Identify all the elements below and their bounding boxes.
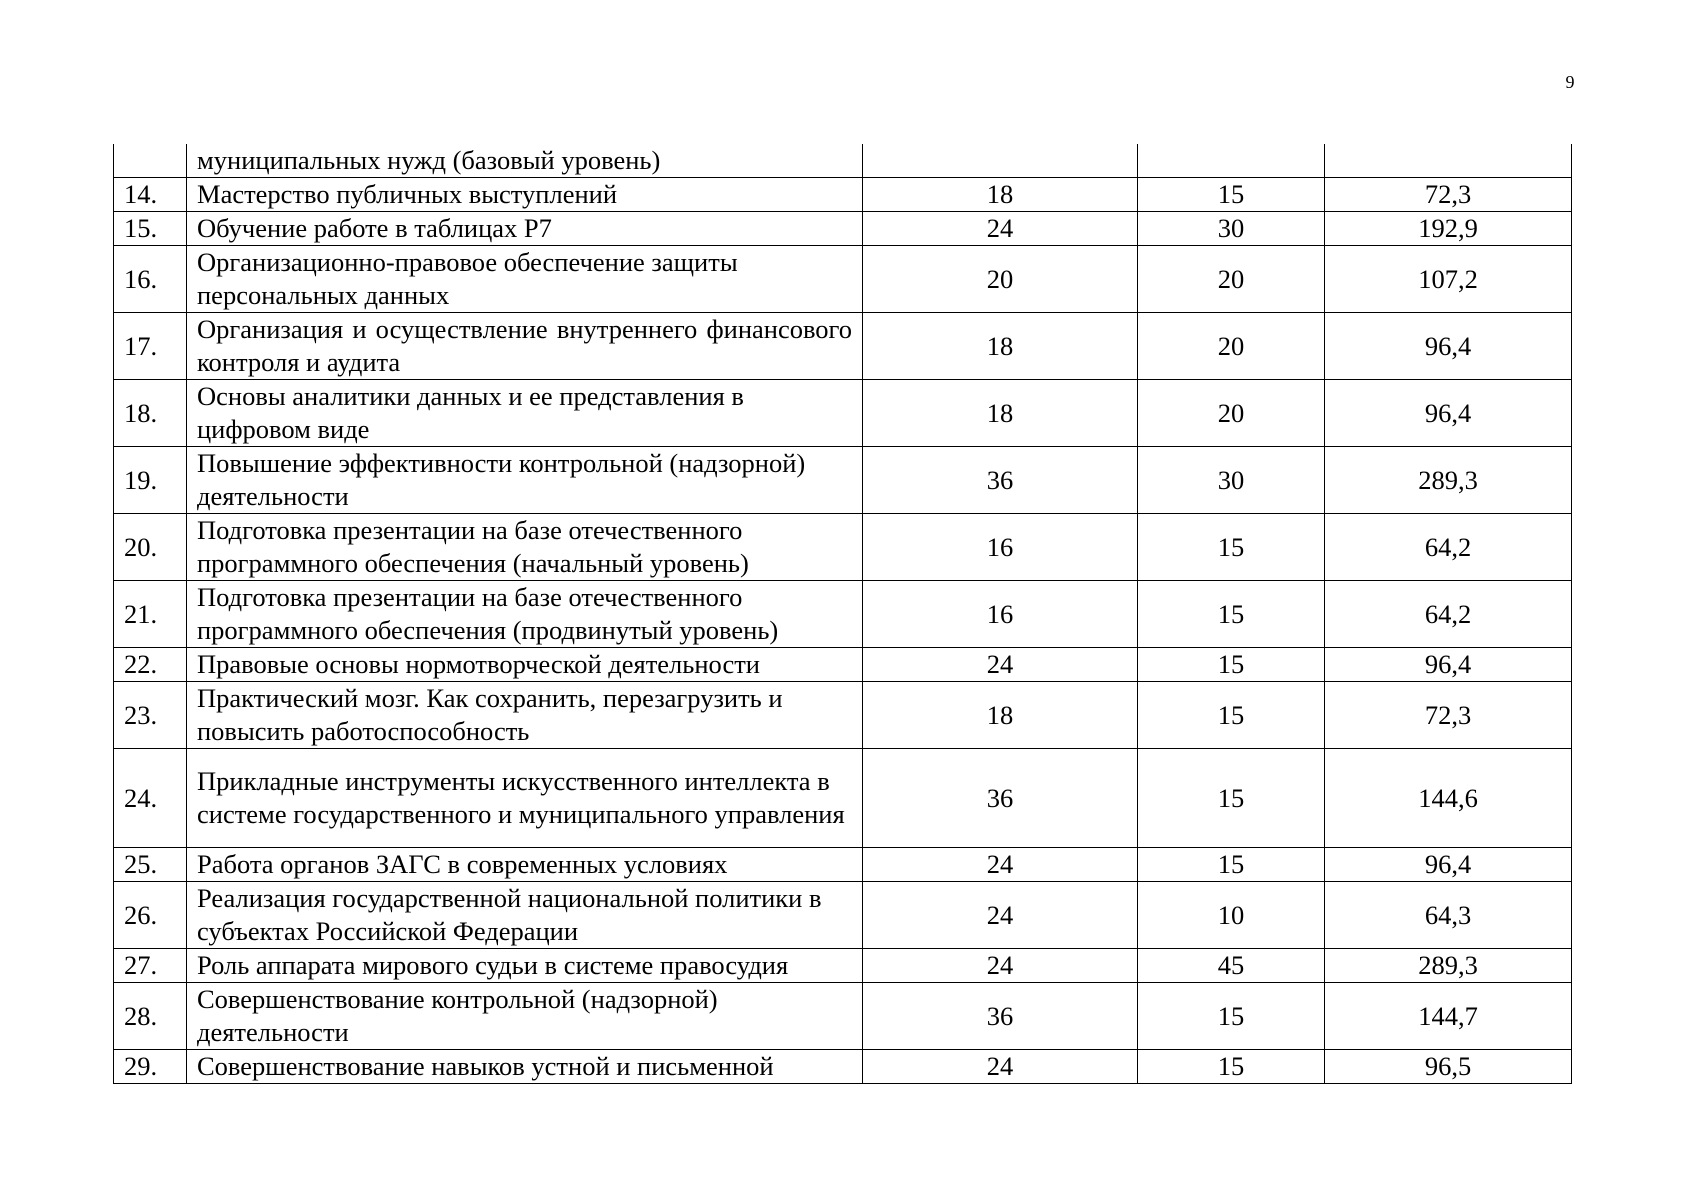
value-col-2: 20 [1138,380,1325,447]
value-col-3: 289,3 [1325,447,1572,514]
course-name: Основы аналитики данных и ее представления в цифровом виде [187,380,863,447]
table-row [114,882,1572,949]
table-row [114,749,1572,848]
value-col-3: 72,3 [1325,178,1572,212]
course-name: Правовые основы нормотворческой деятельности [187,648,863,682]
course-table [113,144,1572,1084]
value-col-3: 144,6 [1325,749,1572,848]
table-row [114,212,1572,246]
course-name: Подготовка презентации на базе отечественного программного обеспечения (продвинутый уровень) [187,581,863,648]
value-col-3: 96,4 [1325,648,1572,682]
value-col-2 [1138,144,1325,178]
course-name: Роль аппарата мирового судьи в системе правосудия [187,949,863,983]
value-col-1: 36 [863,749,1138,848]
row-number: 14. [114,178,187,212]
table-row [114,514,1572,581]
value-col-2: 30 [1138,447,1325,514]
value-col-1: 36 [863,983,1138,1050]
value-col-2: 20 [1138,313,1325,380]
value-col-1: 18 [863,313,1138,380]
value-col-1: 18 [863,178,1138,212]
value-col-3: 96,5 [1325,1050,1572,1084]
course-name: Совершенствование навыков устной и письменной [187,1050,863,1084]
course-name: Мастерство публичных выступлений [187,178,863,212]
course-name: Совершенствование контрольной (надзорной) деятельности [187,983,863,1050]
value-col-1: 24 [863,648,1138,682]
table-row [114,178,1572,212]
row-number: 26. [114,882,187,949]
value-col-3: 72,3 [1325,682,1572,749]
table-row [114,648,1572,682]
course-name: Организационно-правовое обеспечение защиты персональных данных [187,246,863,313]
value-col-2: 15 [1138,983,1325,1050]
table-row [114,447,1572,514]
value-col-3: 96,4 [1325,380,1572,447]
row-number: 24. [114,749,187,848]
table-row [114,581,1572,648]
value-col-3: 192,9 [1325,212,1572,246]
value-col-1: 24 [863,212,1138,246]
table-row [114,848,1572,882]
row-number [114,144,187,178]
row-number: 18. [114,380,187,447]
table-row [114,144,1572,178]
table-row [114,983,1572,1050]
value-col-1: 24 [863,1050,1138,1084]
value-col-3: 96,4 [1325,313,1572,380]
row-number: 28. [114,983,187,1050]
value-col-2: 30 [1138,212,1325,246]
course-name: Повышение эффективности контрольной (надзорной) деятельности [187,447,863,514]
row-number: 17. [114,313,187,380]
row-number: 19. [114,447,187,514]
value-col-3: 64,2 [1325,581,1572,648]
row-number: 15. [114,212,187,246]
course-name: Подготовка презентации на базе отечественного программного обеспечения (начальный уровень) [187,514,863,581]
row-number: 23. [114,682,187,749]
value-col-1: 36 [863,447,1138,514]
page-number: 9 [1565,72,1575,92]
value-col-2: 45 [1138,949,1325,983]
course-name: Обучение работе в таблицах Р7 [187,212,863,246]
value-col-1: 24 [863,848,1138,882]
table-row [114,246,1572,313]
row-number: 20. [114,514,187,581]
course-name: Реализация государственной национальной политики в субъектах Российской Федерации [187,882,863,949]
value-col-2: 15 [1138,682,1325,749]
value-col-2: 15 [1138,749,1325,848]
row-number: 29. [114,1050,187,1084]
value-col-3: 144,7 [1325,983,1572,1050]
value-col-2: 15 [1138,848,1325,882]
table-row [114,380,1572,447]
value-col-3: 107,2 [1325,246,1572,313]
value-col-2: 10 [1138,882,1325,949]
value-col-2: 15 [1138,1050,1325,1084]
row-number: 27. [114,949,187,983]
value-col-2: 15 [1138,648,1325,682]
value-col-1: 16 [863,581,1138,648]
value-col-2: 20 [1138,246,1325,313]
value-col-3: 289,3 [1325,949,1572,983]
table-row [114,682,1572,749]
value-col-3: 96,4 [1325,848,1572,882]
course-name: Работа органов ЗАГС в современных условиях [187,848,863,882]
row-number: 25. [114,848,187,882]
row-number: 16. [114,246,187,313]
value-col-2: 15 [1138,581,1325,648]
course-name: Практический мозг. Как сохранить, перезагрузить и повысить работоспособность [187,682,863,749]
value-col-1: 18 [863,380,1138,447]
row-number: 21. [114,581,187,648]
value-col-2: 15 [1138,514,1325,581]
table-row [114,1050,1572,1084]
value-col-3: 64,3 [1325,882,1572,949]
value-col-1: 20 [863,246,1138,313]
table-row [114,949,1572,983]
course-name: Организация и осуществление внутреннего финансового контроля и аудита [187,313,863,380]
value-col-1: 24 [863,949,1138,983]
value-col-1: 16 [863,514,1138,581]
table-row [114,313,1572,380]
value-col-1: 24 [863,882,1138,949]
value-col-1: 18 [863,682,1138,749]
row-number: 22. [114,648,187,682]
course-name: муниципальных нужд (базовый уровень) [187,144,863,178]
value-col-1 [863,144,1138,178]
course-name: Прикладные инструменты искусственного интеллекта в системе государственного и муниципального управления [187,749,863,848]
value-col-3: 64,2 [1325,514,1572,581]
value-col-2: 15 [1138,178,1325,212]
value-col-3 [1325,144,1572,178]
